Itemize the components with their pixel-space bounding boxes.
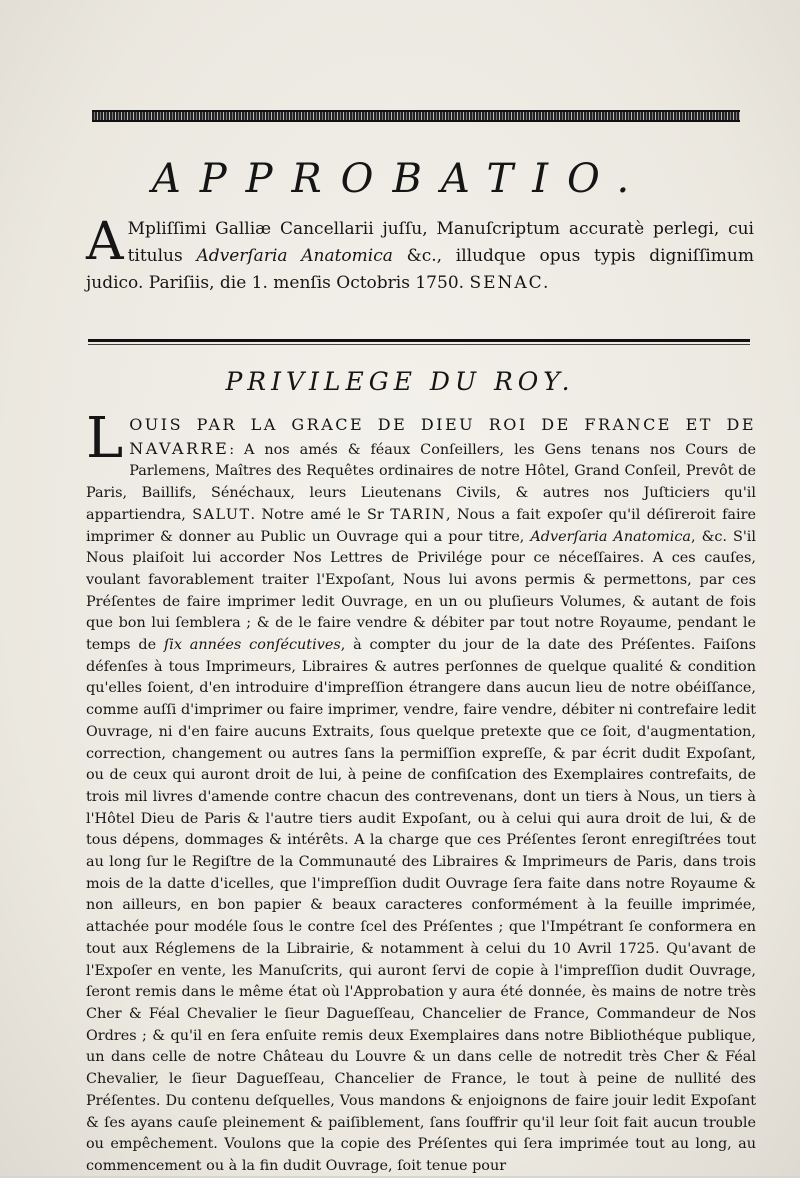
privilege-text-2: . Notre amé le Sr [250, 506, 391, 523]
approbatio-signature: SENAC. [469, 273, 551, 293]
privilege-paragraph [86, 406, 757, 1178]
privilege-text-5: , à compter du jour de la date des Préſentes. Faiſons défenſes à tous Imprimeurs, Libraires & autres perſonnes de quelque qualité & condition qu'elles ſoient, d'en introduire d'impreſſion étrangere dans aucun lieu de notre obéiſſance, comme auſſi d'imprimer ou faire imprimer, vendre, faire vendre, débiter ni contrefaire ledit Ouvrage, ni d'en faire aucuns Extraits, ſous quelque pretexte que ce ſoit, d'augmentation, correction, changement ou autres ſans la permiſſion expreſſe, & par écrit dudit Expoſant, ou de ceux qui auront droit de lui, à peine de confiſcation des Exemplaires contrefaits, de trois mil livres d'amende contre chacun des contrevenans, dont un tiers à Nous, un tiers à l'Hôtel Dieu de Paris & l'autre tiers audit Expoſant, ou à celui qui aura droit de lui, & de tous dépens, dommages & intérêts. A la charge que ces Préſentes ſeront enregiſtrées tout au long ſur le Regiſtre de la Communauté des Libraires & Imprimeurs de Paris, dans trois mois de la datte d'icelles, que l'impreſſion dudit Ouvrage ſera faite dans notre Royaume & non ailleurs, en bon papier & beaux caracteres conformément à la feuille imprimée, attachée pour modéle ſous le contre ſcel des Préſentes ; que l'Impétrant ſe conformera en tout aux Réglemens de la Librairie, & notamment à celui du 10 Avril 1725. Qu'avant de l'Expoſer en vente, les Manuſcrits, qui auront ſervi de copie à l'impreſſion dudit Ouvrage, ſeront remis dans le même état où l'Approbation y aura été donnée, ès mains de notre très Cher & Féal Chevalier le ſieur Dagueſſeau, Chancelier de France, Commandeur de Nos Ordres ; & qu'il en ſera enſuite remis deux Exemplaires dans notre Bibliothéque publique, un dans celle de notre Château du Louvre & un dans celle de notredit très Cher & Féal Chevalier, le ſieur Dagueſſeau, Chancelier de France, le tout à peine de nullité des Préſentes. Du contenu deſquelles, Vous mandons & enjoignons de faire jouir ledit Expoſant & ſes ayans cauſe pleinement & paiſiblement, ſans ſouffrir qu'il leur ſoit fait aucun trouble ou empêchement. Voulons que la copie des Préſentes qui ſera imprimée tout au long, au commencement ou à la fin dudit Ouvrage, ſoit tenue pour [86, 637, 757, 1174]
approbatio-paragraph [86, 212, 754, 297]
privilege-dropcap: L [86, 406, 124, 471]
privilege-work-title: Adverſaria Anatomica [530, 528, 692, 545]
approbatio-text-1: Mpliſſimi Galliæ Cancellarii juſſu, Manuſcriptum accuratè perlegi, cui titulus [127, 219, 754, 266]
approbatio-work-title: Adverſaria Anatomica [196, 246, 393, 266]
approbatio-text-2: &c., illudque opus typis digniſſimum judico. Pariſiis, die 1. menſis Octobris 1750. [86, 246, 754, 293]
approbatio-title: APPROBATIO. [151, 156, 649, 202]
privilege-text-4: , &c. S'il Nous plaiſoit lui accorder Nos Lettres de Privilége pour ce néceſſaires. A ces cauſes, voulant favorablement traiter l'Expoſant, Nous lui avons permis & permettons, par ces Préſentes de faire imprimer ledit Ouvrage, en un ou pluſieurs Volumes, & autant de fois que bon lui ſemblera ; & de le faire vendre & débiter par tout notre Royaume, pendant le temps de [86, 528, 757, 654]
privilege-text-1: : A nos amés & féaux Conſeillers, les Gens tenans nos Cours de Parlemens, Maîtres des Requêtes ordinaires de notre Hôtel, Grand Conſeil, Prevôt de Paris, Baillifs, Sénéchaux, leurs Lieutenans Civils, & autres nos Juſticiers qu'il appartiendra, [86, 441, 756, 523]
section-divider [88, 339, 750, 342]
header-ornament [92, 110, 740, 122]
privilege-title: PRIVILEGE DU ROY. [225, 367, 575, 396]
privilege-term: ſix années conſécutives [163, 637, 341, 654]
approbatio-dropcap: A [86, 212, 124, 272]
privilege-tarin: TARIN [390, 506, 447, 523]
privilege-text-3: , Nous a fait expoſer qu'il déſireroit faire imprimer & donner au Public un Ouvrage qui a pour titre, [86, 506, 757, 545]
privilege-salut: SALUT [192, 506, 251, 523]
privilege-opening: OUIS PAR LA GRACE DE DIEU ROI DE FRANCE ET DE NAVARRE [129, 415, 756, 458]
